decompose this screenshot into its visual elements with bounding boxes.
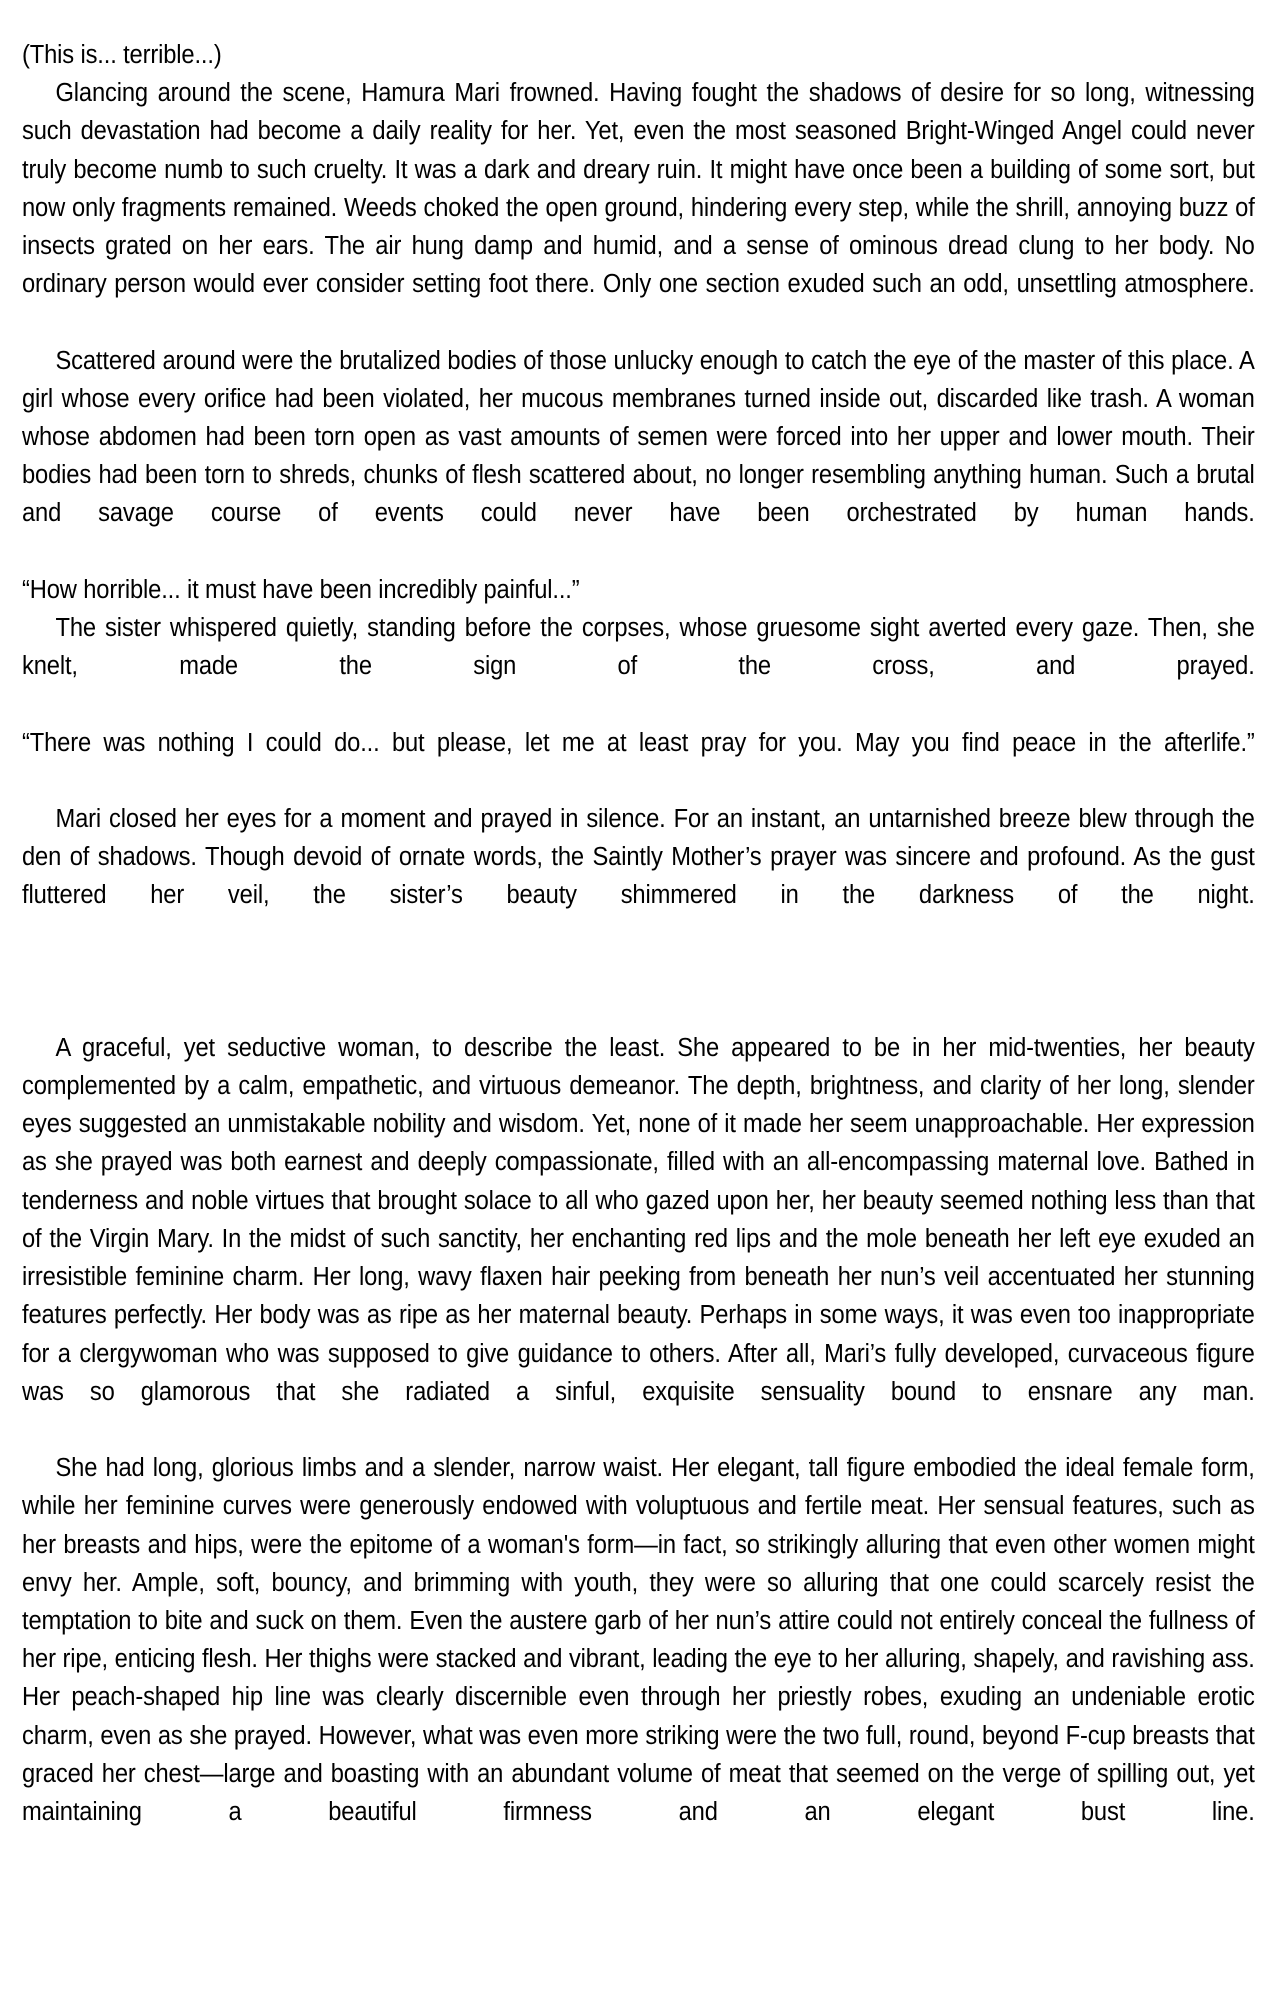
paragraph-dialogue: “How horrible... it must have been incredibly painful...” [22,575,580,604]
paragraph: Scattered around were the brutalized bodies of those unlucky enough to catch the eye of the master of this place. A girl whose every orifice had been violated, her mucous membranes turned inside out, discarded like trash. A woman whose abdomen had been torn open as vast amounts of semen were forced into her upper and lower mouth. Their bodies had been torn to shreds, chunks of flesh scattered about, no longer resembling anything human. Such a brutal and savage course of events could never have been orchestrated by human hands. [22,346,1255,528]
paragraph: A graceful, yet seductive woman, to describe the least. She appeared to be in her mid-twenties, her beauty complemented by a calm, empathetic, and virtuous demeanor. The depth, brightness, and clarity of her long, slender eyes suggested an unmistakable nobility and wisdom. Yet, none of it made her seem unapproachable. Her expression as she prayed was both earnest and deeply compassionate, filled with an all-encompassing maternal love. Bathed in tenderness and noble virtues that brought solace to all who gazed upon her, her beauty seemed nothing less than that of the Virgin Mary. In the midst of such sanctity, her enchanting red lips and the mole beneath her left eye exuded an irresistible feminine charm. Her long, wavy flaxen hair peeking from beneath her nun’s veil accentuated her stunning features perfectly. Her body was as ripe as her maternal beauty. Perhaps in some ways, it was even too inappropriate for a clergywoman who was supposed to give guidance to others. After all, Mari’s fully developed, curvaceous figure was so glamorous that she radiated a sinful, exquisite sensuality bound to ensnare any man. [22,1033,1255,1406]
paragraph: Mari closed her eyes for a moment and prayed in silence. For an instant, an untarnished breeze blew through the den of shadows. Though devoid of ornate words, the Saintly Mother’s prayer was sincere and profound. As the gust fluttered her veil, the sister’s beauty shimmered in the darkness of the night. [22,805,1255,910]
paragraph-dialogue: “There was nothing I could do... but please, let me at least pray for you. May you find peace in the afterlife.” [22,728,1255,757]
paragraph: She had long, glorious limbs and a slender, narrow waist. Her elegant, tall figure embodied the ideal female form, while her feminine curves were generously endowed with voluptuous and fertile meat. Her sensual features, such as her breasts and hips, were the epitome of a woman's form—in fact, so strikingly alluring that even other women might envy her. Ample, soft, bouncy, and brimming with youth, they were so alluring that one could scarcely resist the temptation to bite and suck on them. Even the austere garb of her nun’s attire could not entirely conceal the fullness of her ripe, enticing flesh. Her thighs were stacked and vibrant, leading the eye to her alluring, shapely, and ravishing ass. Her peach-shaped hip line was clearly discernible even through her priestly robes, exuding an undeniable erotic charm, even as she prayed. However, what was even more striking were the two full, round, beyond F-cup breasts that graced her chest—large and boasting with an abundant volume of meat that seemed on the verge of spilling out, yet maintaining a beautiful firmness and an elegant bust line. [22,1454,1255,1826]
paragraph: (This is... terrible...) [22,41,222,69]
text-block-description [22,1029,1255,1869]
paragraph: Glancing around the scene, Hamura Mari frowned. Having fought the shadows of desire for so long, witnessing such devastation had become a daily reality for her. Yet, even the most seasoned Bright-Winged Angel could never truly become numb to such cruelty. It was a dark and dreary ruin. It might have once been a building of some sort, but now only fragments remained. Weeds choked the open ground, hindering every step, while the shrill, annoying buzz of insects grated on her ears. The air hung damp and humid, and a sense of ominous dread clung to her body. No ordinary person would ever consider setting foot there. Only one section exuded such an odd, unsettling atmosphere. [22,79,1255,299]
paragraph: The sister whispered quietly, standing before the corpses, whose gruesome sight averted every gaze. Then, she knelt, made the sign of the cross, and prayed. [22,614,1255,681]
text-block-scene [22,36,1255,953]
